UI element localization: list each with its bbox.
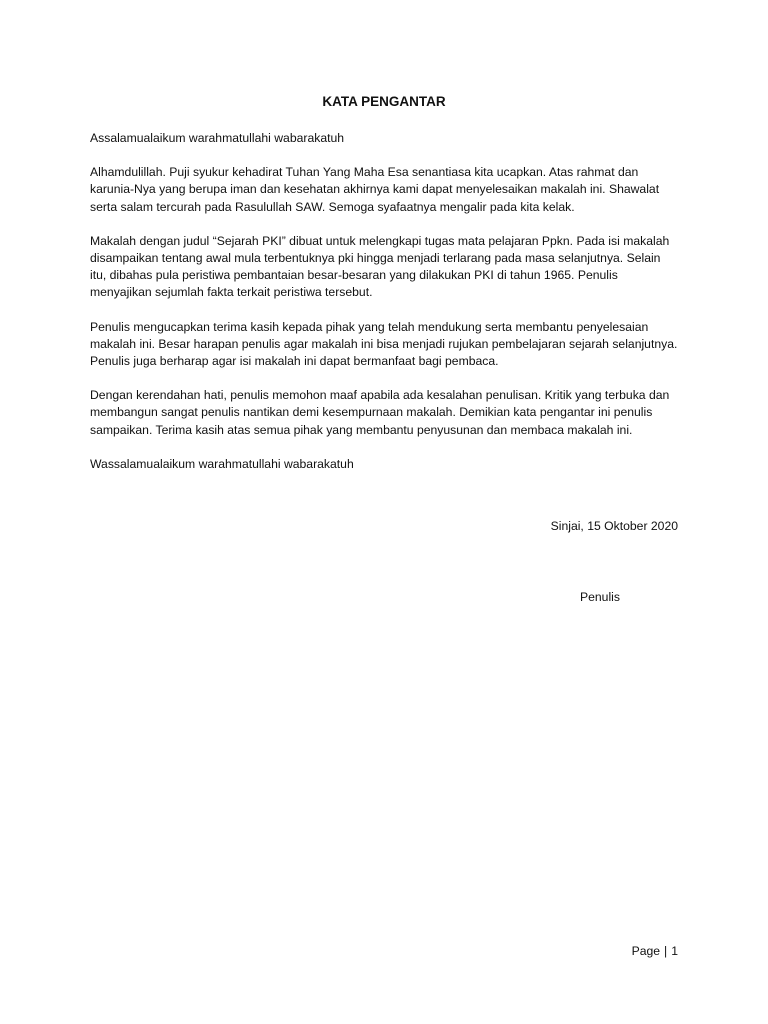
page-label: Page xyxy=(631,944,661,958)
document-body xyxy=(90,130,680,490)
page-separator: | xyxy=(664,944,668,958)
page-title: KATA PENGANTAR xyxy=(322,94,446,109)
page-footer xyxy=(632,943,678,960)
page-number: 1 xyxy=(671,944,678,958)
closing-greeting: Wassalamualaikum warahmatullahi wabarakatuh xyxy=(90,456,354,471)
signer-label: Penulis xyxy=(580,590,620,604)
opening-greeting: Assalamualaikum warahmatullahi wabarakatuh xyxy=(90,131,345,145)
paragraph-3: Penulis mengucapkan terima kasih kepada pihak yang telah mendukung serta membantu penyelesaian makalah ini. Besar harapan penulis agar makalah ini bisa menjadi rujukan pembelajaran sejarah selanjutnya. Penulis juga berharap agar isi makalah ini dapat bermanfaat bagi pembaca. xyxy=(90,319,678,369)
paragraph-1: Alhamdulillah. Puji syukur kehadirat Tuhan Yang Maha Esa senantiasa kita ucapkan. Atas rahmat dan karunia-Nya yang berupa iman dan kesehatan akhirnya kami dapat menyelesaikan makalah ini. Shawalat serta salam tercurah pada Rasulullah SAW. Semoga syafaatnya mengalir pada kita kelak. xyxy=(90,165,660,214)
paragraph-2: Makalah dengan judul “Sejarah PKI” dibuat untuk melengkapi tugas mata pelajaran Ppkn. Pada isi makalah disampaikan tentang awal mula terbentuknya pki hingga menjadi terlarang pada masa selanjutnya. Selain itu, dibahas pula peristiwa pembantaian besar-besaran yang dilakukan PKI di tahun 1965. Penulis menyajikan sejumlah fakta terkait peristiwa tersebut. xyxy=(90,233,670,300)
paragraph-4: Dengan kerendahan hati, penulis memohon maaf apabila ada kesalahan penulisan. Kritik yang terbuka dan membangun sangat penulis nantikan demi kesempurnaan makalah. Demikian kata pengantar ini penulis sampaikan. Terima kasih atas semua pihak yang membantu penyusunan dan membaca makalah ini. xyxy=(90,388,670,437)
place-date: Sinjai, 15 Oktober 2020 xyxy=(550,519,678,533)
